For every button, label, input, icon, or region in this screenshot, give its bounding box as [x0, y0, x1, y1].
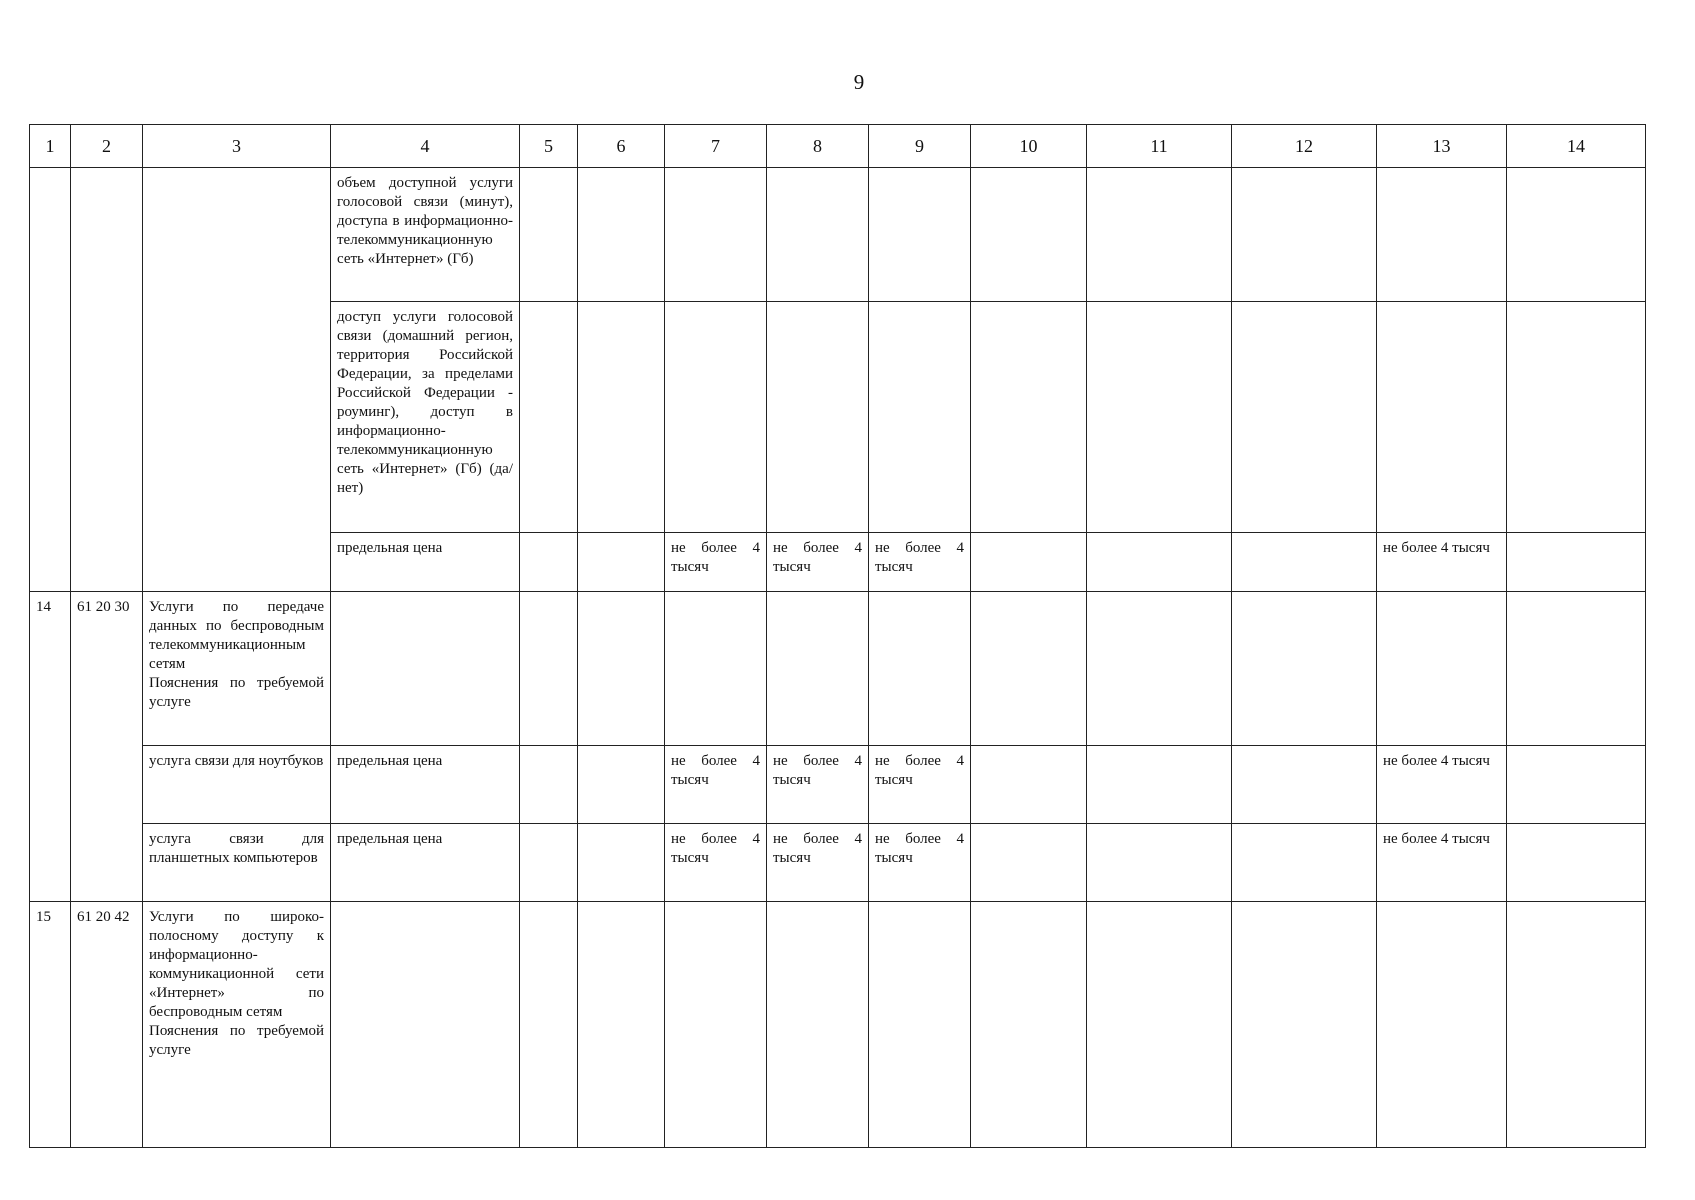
characteristic-cell: предельная цена: [331, 824, 520, 902]
header-cell-3: 3: [143, 125, 331, 168]
service-name-cell: [143, 592, 331, 746]
cell-empty: [143, 168, 331, 592]
characteristic-cell: доступ услуги голосовой связи (домашний регион, территория Российской Федерации, за пределами Российской Федерации - роуминг), доступ в информационно-телекоммуникационную сеть «Интернет» (Гб) (да/нет): [331, 302, 520, 533]
value-cell: не более 4 тысяч: [869, 746, 971, 824]
row-number-cell: 15: [30, 902, 71, 1148]
code-cell: 61 20 42: [71, 902, 143, 1148]
cell-empty: [71, 168, 143, 592]
requirements-table: [29, 124, 1646, 1148]
characteristic-cell: предельная цена: [331, 533, 520, 592]
table-row: [30, 168, 1646, 302]
header-cell-13: 13: [1377, 125, 1507, 168]
service-name-cell: услуга связи для планшетных компьютеров: [143, 824, 331, 902]
value-cell: не более 4 тысяч: [665, 824, 767, 902]
value-cell: не более 4 тысяч: [767, 533, 869, 592]
service-note: Пояснения по требуемой услуге: [149, 675, 324, 710]
value-cell: не более 4 тысяч: [767, 746, 869, 824]
cell-empty: [30, 168, 71, 592]
table-row: [30, 592, 1646, 746]
value-cell: не более 4 тысяч: [869, 824, 971, 902]
value-cell: не более 4 тысяч: [869, 533, 971, 592]
header-cell-1: 1: [30, 125, 71, 168]
header-cell-7: 7: [665, 125, 767, 168]
table-row: [30, 824, 1646, 902]
header-cell-11: 11: [1087, 125, 1232, 168]
table-row: [30, 902, 1646, 1148]
value-cell: не более 4 тысяч: [1377, 824, 1507, 902]
header-cell-12: 12: [1232, 125, 1377, 168]
page-number: 9: [853, 70, 865, 94]
service-name-cell: услуга связи для ноутбуков: [143, 746, 331, 824]
table-row: [30, 746, 1646, 824]
header-cell-4: 4: [331, 125, 520, 168]
value-cell: не более 4 тысяч: [1377, 533, 1507, 592]
header-cell-6: 6: [578, 125, 665, 168]
value-cell: не более 4 тысяч: [1377, 746, 1507, 824]
header-cell-10: 10: [971, 125, 1087, 168]
row-number-cell: 14: [30, 592, 71, 902]
service-name: Услуги по передаче данных по беспроводным телекоммуникационным сетям: [149, 599, 324, 672]
value-cell: не более 4 тысяч: [665, 746, 767, 824]
header-cell-14: 14: [1507, 125, 1646, 168]
service-name-cell: [143, 902, 331, 1148]
service-note: Пояснения по требуемой услуге: [149, 1023, 324, 1058]
value-cell: не более 4 тысяч: [767, 824, 869, 902]
header-cell-5: 5: [520, 125, 578, 168]
value-cell: не более 4 тысяч: [665, 533, 767, 592]
header-row: [30, 125, 1646, 168]
characteristic-cell: объем доступной услуги голосовой связи (минут), доступа в информационно-телекоммуникационную сеть «Интернет» (Гб): [331, 168, 520, 302]
header-cell-8: 8: [767, 125, 869, 168]
code-cell: 61 20 30: [71, 592, 143, 902]
characteristic-cell: предельная цена: [331, 746, 520, 824]
header-cell-9: 9: [869, 125, 971, 168]
header-cell-2: 2: [71, 125, 143, 168]
service-name: Услуги по широко-полосному доступу к информационно-коммуникационной сети «Интернет» по беспроводным сетям: [149, 909, 324, 1020]
